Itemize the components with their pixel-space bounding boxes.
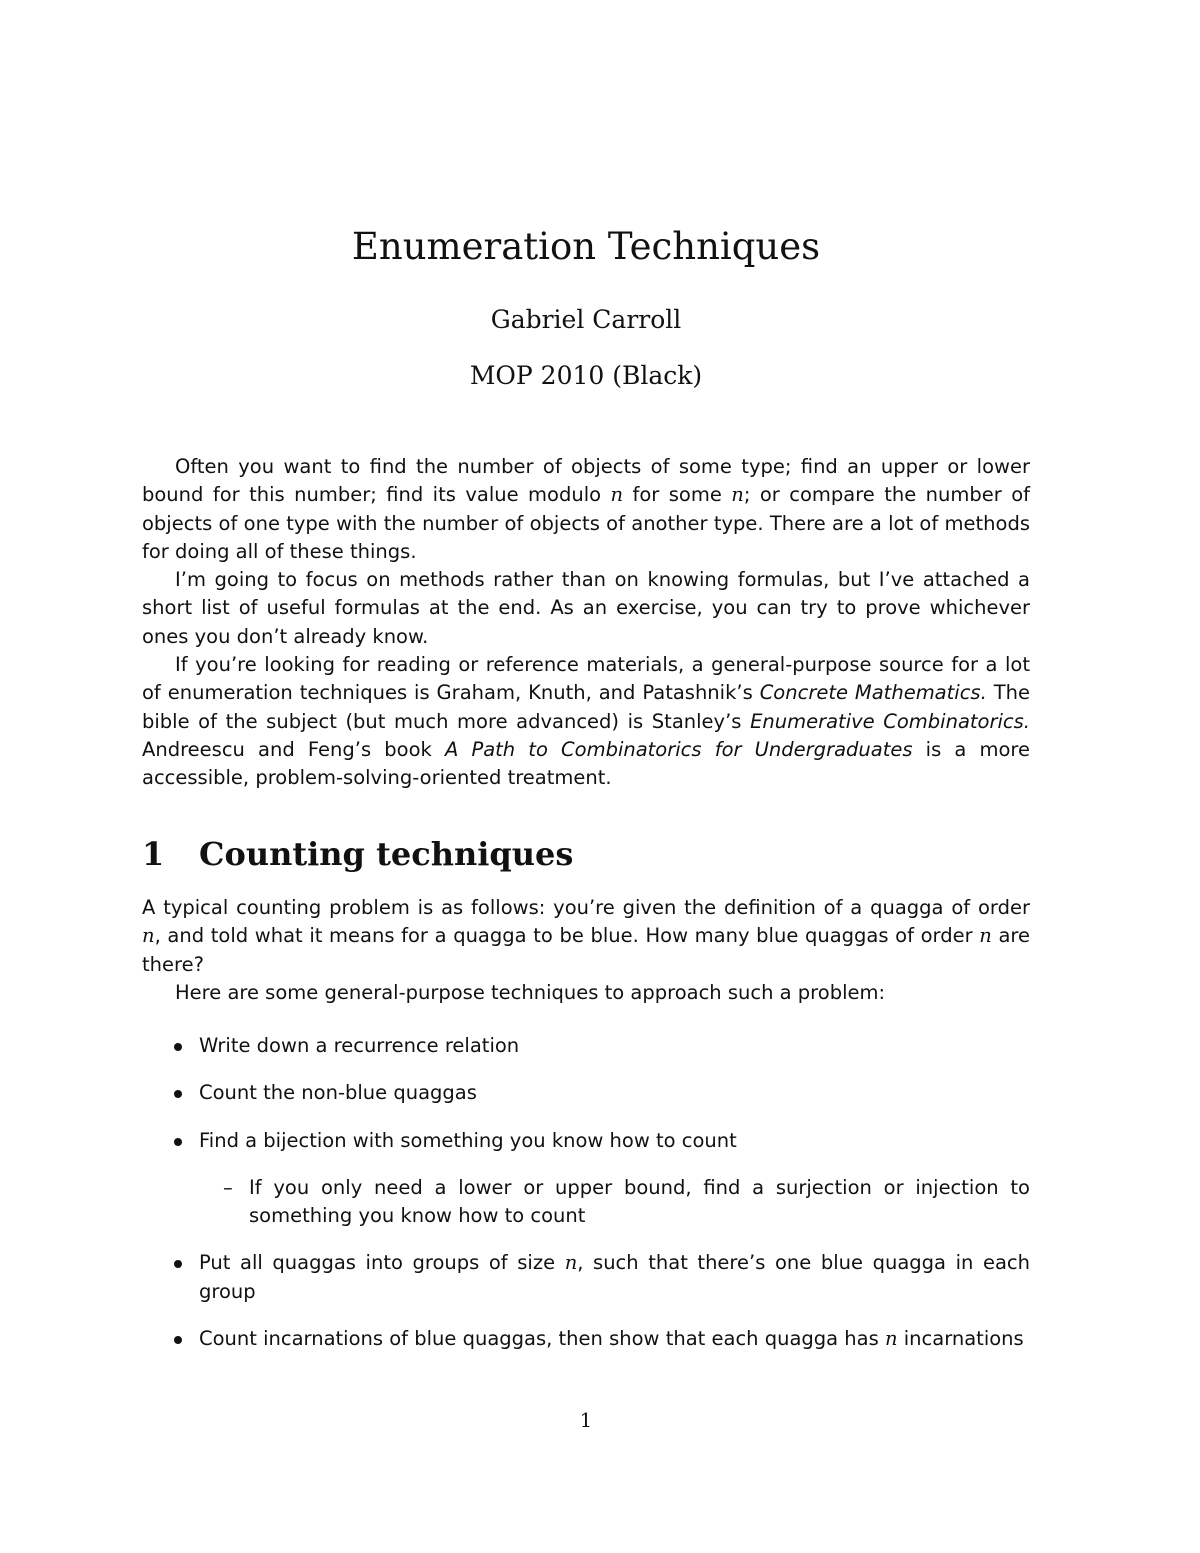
math-variable: n <box>610 483 624 507</box>
list-item <box>142 1325 1030 1353</box>
dash-icon: – <box>223 1175 233 1199</box>
text-run: are there? <box>142 924 1031 976</box>
math-variable: n <box>884 1327 898 1351</box>
text-run: is a more accessible, problem-solving-oriented treatment. <box>142 737 1031 790</box>
text-run: , and told what it means for a quagga to be blue. How many blue quaggas of order <box>154 924 980 948</box>
book-title: Enumerative Combinatorics. <box>750 709 1030 733</box>
text-run: If you’re looking for reading or reference materials, a general-purpose source for a lot of enumeration techniques is Graham, Knuth, and Patashnik’s <box>142 653 1030 705</box>
book-title: A Path to Combinatorics for Undergraduates <box>444 737 913 761</box>
bullet-icon <box>174 1090 182 1098</box>
list-item-text: Write down a recurrence relation <box>199 1034 520 1057</box>
text-run: A typical counting problem is as follows: you’re given the definition of a quagga of order <box>142 896 1030 919</box>
sub-list-item-text: If you only need a lower or upper bound, find a surjection or injection to something you know how to count <box>249 1175 1030 1228</box>
technique-list <box>142 1032 1030 1353</box>
list-item <box>142 1079 1030 1107</box>
document-date: MOP 2010 (Black) <box>469 361 703 390</box>
math-variable: n <box>564 1251 578 1275</box>
section-paragraph-2: Here are some general-purpose techniques to approach such a problem: <box>175 981 886 1004</box>
page-number: 1 <box>579 1409 593 1432</box>
text-run: ; or compare the number of objects of one type with the number of objects of another type. There are a lot of methods for doing all of these things. <box>142 483 1030 563</box>
section-number: 1 <box>142 835 165 873</box>
text-run: Often you want to find the number of objects of some type; find an upper or lower bound for this number; find its value modulo <box>142 455 1030 507</box>
math-variable: n <box>979 924 992 948</box>
bullet-icon <box>174 1043 182 1051</box>
section-heading <box>142 832 1030 876</box>
list-item-text: Count the non-blue quaggas <box>199 1081 477 1105</box>
bullet-icon <box>174 1260 182 1268</box>
math-variable: n <box>731 483 744 507</box>
section-title: Counting techniques <box>199 835 574 873</box>
bullet-icon <box>174 1138 182 1146</box>
intro-paragraph-1 <box>142 453 1030 566</box>
text-run: for some <box>623 483 732 507</box>
intro-paragraph-3 <box>142 651 1030 792</box>
sub-list-item <box>199 1174 1030 1231</box>
list-item-text: Put all quaggas into groups of size <box>199 1251 565 1275</box>
math-variable: n <box>142 924 155 948</box>
list-item-text: Count incarnations of blue quaggas, then show that each quagga has <box>199 1327 885 1351</box>
document-title: Enumeration Techniques <box>351 225 821 268</box>
list-item <box>142 1032 1030 1060</box>
text-run: Andreescu and Feng’s book <box>142 737 445 761</box>
list-item-text: Find a bijection with something you know how to count <box>199 1128 737 1152</box>
book-title: Concrete Mathematics. <box>759 681 987 705</box>
author-name: Gabriel Carroll <box>490 305 682 334</box>
list-item-text: incarnations <box>897 1327 1024 1351</box>
sub-list <box>199 1174 1030 1231</box>
intro-paragraph-2: I’m going to focus on methods rather than on knowing formulas, but I’ve attached a short list of useful formulas at the end. As an exercise, you can try to prove whichever ones you don’t already know. <box>142 568 1030 648</box>
list-item <box>142 1127 1030 1231</box>
bullet-icon <box>174 1336 182 1344</box>
list-item <box>142 1249 1030 1306</box>
section-paragraph-1 <box>142 894 1030 979</box>
list-item-text: , such that there’s one blue quagga in each group <box>199 1251 1030 1303</box>
text-run: The bible of the subject (but much more advanced) is Stanley’s <box>142 681 1030 733</box>
